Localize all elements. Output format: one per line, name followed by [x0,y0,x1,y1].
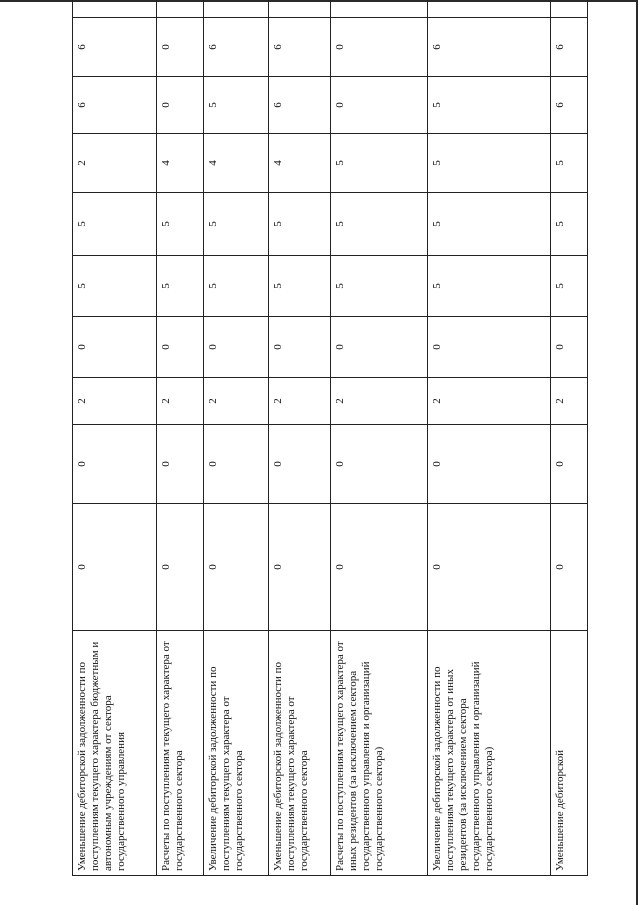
cell-value [269,0,331,18]
table-row [157,0,204,876]
cell-value: 0 [428,425,551,504]
cell-value: 2 [551,378,588,425]
row-label: Уменьшение дебиторской задолженности по поступлениям текущего характера от государственного сектора [269,631,331,876]
cell-value: 2 [73,134,157,193]
table-row [269,0,331,876]
cell-value: 0 [269,317,331,378]
cell-value: 2 [204,378,269,425]
accounts-table [72,0,588,876]
cell-value: 4 [269,134,331,193]
cell-value: 0 [73,504,157,631]
cell-value: 0 [331,504,428,631]
cell-value: 0 [157,317,204,378]
cell-value: 6 [73,18,157,77]
cell-value: 0 [331,77,428,134]
cell-value: 5 [157,193,204,256]
cell-value: 4 [157,134,204,193]
table-row [204,0,269,876]
row-label: Расчеты по поступлениям текущего характера от иных резидентов (за исключением сектора государственного управления и организаций государственного сектора) [331,631,428,876]
cell-value: 5 [551,256,588,317]
cell-value: 5 [73,256,157,317]
cell-value: 0 [551,504,588,631]
cell-value: 5 [269,193,331,256]
cell-value: 5 [331,134,428,193]
cell-value: 0 [551,317,588,378]
cell-value: 0 [551,425,588,504]
cell-value: 6 [269,18,331,77]
cell-value: 4 [204,134,269,193]
cell-value: 0 [157,18,204,77]
cell-value: 5 [204,77,269,134]
cell-value [551,0,588,18]
row-label: Уменьшение дебиторской задолженности по поступлениям текущего характера бюджетным и автономным учреждениям от сектора государственного управления [73,631,157,876]
cell-value: 0 [204,425,269,504]
cell-value [73,0,157,18]
cell-value: 0 [428,504,551,631]
cell-value [157,0,204,18]
table-row [551,0,588,876]
cell-value: 5 [428,77,551,134]
cell-value: 6 [269,77,331,134]
cell-value: 2 [331,378,428,425]
cell-value: 5 [331,256,428,317]
cell-value [428,0,551,18]
cell-value: 5 [73,193,157,256]
cell-value [204,0,269,18]
cell-value: 0 [428,317,551,378]
cell-value: 0 [204,504,269,631]
cell-value: 2 [428,378,551,425]
table-row [73,0,157,876]
cell-value: 2 [269,378,331,425]
row-label: Расчеты по поступлениям текущего характера от государственного сектора [157,631,204,876]
cell-value: 0 [331,18,428,77]
cell-value: 5 [204,256,269,317]
cell-value: 5 [204,193,269,256]
cell-value: 0 [269,504,331,631]
cell-value: 5 [331,193,428,256]
cell-value: 0 [73,425,157,504]
cell-value: 0 [157,425,204,504]
row-label: Увеличение дебиторской задолженности по поступлениям текущего характера от государственного сектора [204,631,269,876]
cell-value [331,0,428,18]
cell-value: 6 [204,18,269,77]
rotated-table-container [72,44,592,876]
cell-value: 0 [331,425,428,504]
cell-value: 0 [157,504,204,631]
cell-value: 0 [73,317,157,378]
row-label: Увеличение дебиторской задолженности по поступлениям текущего характера от иных резидентов (за исключением сектора государственного управления и организаций государственного сектора) [428,631,551,876]
cell-value: 6 [73,77,157,134]
cell-value: 5 [269,256,331,317]
cell-value: 5 [551,193,588,256]
cell-value: 5 [428,193,551,256]
cell-value: 2 [73,378,157,425]
cell-value: 0 [331,317,428,378]
table-row [428,0,551,876]
cell-value: 5 [428,134,551,193]
cell-value: 2 [157,378,204,425]
cell-value: 0 [157,77,204,134]
table-row [331,0,428,876]
cell-value: 0 [204,317,269,378]
row-label: Уменьшение дебиторской [551,631,588,876]
cell-value: 6 [428,18,551,77]
cell-value: 5 [551,134,588,193]
cell-value: 5 [428,256,551,317]
cell-value: 6 [551,18,588,77]
cell-value: 5 [157,256,204,317]
cell-value: 0 [269,425,331,504]
cell-value: 6 [551,77,588,134]
